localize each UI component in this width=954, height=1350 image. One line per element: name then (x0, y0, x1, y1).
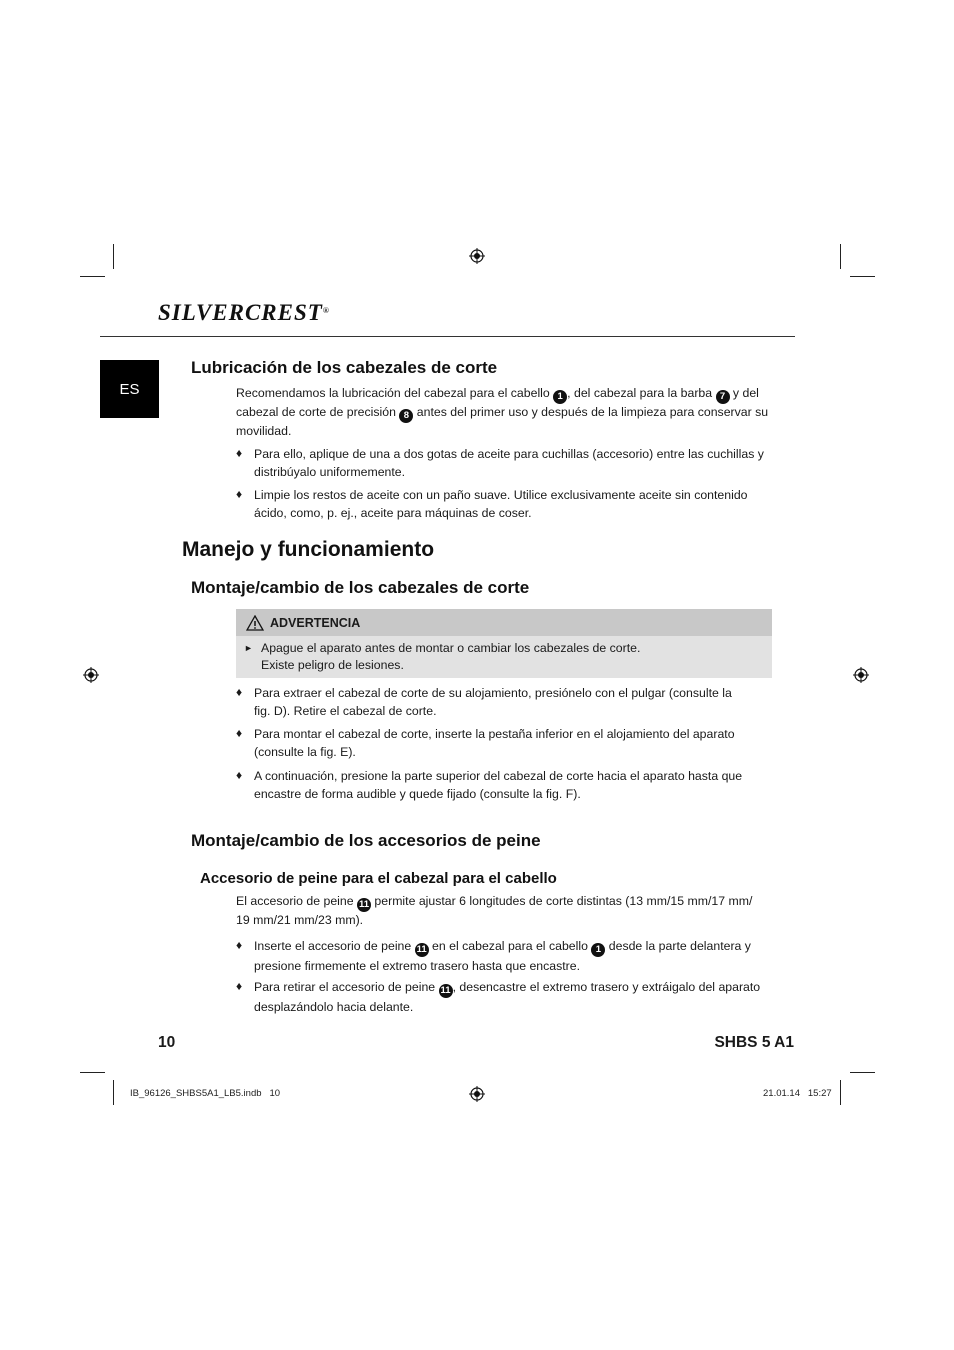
text-line: distribúyalo uniformemente. (254, 465, 406, 479)
part-number-badge: 11 (416, 944, 427, 955)
text-line (254, 978, 774, 998)
crop-mark (850, 276, 875, 277)
text-run: Recomendamos la lubricación del cabezal para el cabello (236, 386, 554, 400)
text-line: (consulte la fig. E). (254, 745, 356, 759)
registration-mark-icon (853, 667, 869, 683)
bullet-icon: ♦ (236, 726, 243, 740)
crop-mark (850, 1072, 875, 1073)
bullet-icon: ♦ (236, 979, 243, 993)
text-run: en el cabezal para el cabello (428, 939, 592, 953)
warning-text (261, 640, 640, 674)
text-line (254, 937, 774, 957)
header-rule (100, 336, 795, 337)
warning-label: ADVERTENCIA (270, 615, 361, 630)
bullet-icon: ♦ (236, 685, 243, 699)
text-line: movilidad. (236, 424, 292, 438)
registration-mark-icon (469, 248, 485, 264)
text-line: ácido, como, p. ej., aceite para máquinas de coser. (254, 506, 532, 520)
crop-mark (113, 244, 114, 269)
brand-logo-text: SILVERCREST (158, 300, 323, 325)
text-run: desde la parte delantera y (605, 939, 751, 953)
list-item (254, 445, 774, 481)
bullet-icon: ♦ (236, 446, 243, 460)
text-run: antes del primer uso y después de la limpieza para conservar su (413, 405, 769, 419)
crop-mark (840, 244, 841, 269)
list-item (254, 937, 774, 975)
part-number-badge: 7 (716, 390, 730, 404)
text-run: cabezal de corte de precisión (236, 405, 400, 419)
text-line: desplazándolo hacia delante. (254, 1000, 414, 1014)
warning-header (236, 609, 772, 636)
text-line: Existe peligro de lesiones. (261, 658, 404, 672)
part-number-badge: 1 (591, 943, 605, 957)
brand-logo (158, 300, 330, 326)
crop-mark (80, 276, 105, 277)
section-title-operation: Manejo y funcionamiento (182, 538, 435, 561)
crop-mark (80, 1072, 105, 1073)
text-line: presione firmemente el extremo trasero hasta que encastre. (254, 959, 581, 973)
lubrication-intro (236, 385, 776, 440)
part-number-badge: 8 (399, 409, 413, 423)
text-line: Para extraer el cabezal de corte de su alojamiento, presiónelo con el pulgar (consulte la (254, 686, 732, 700)
registration-mark-icon (469, 1086, 485, 1102)
text-line: Para montar el cabezal de corte, inserte la pestaña inferior en el alojamiento del aparato (254, 727, 735, 741)
section-title-lubrication: Lubricación de los cabezales de corte (191, 358, 498, 377)
comb-intro (236, 893, 776, 929)
list-item (254, 767, 774, 803)
text-run: Para retirar el accesorio de peine (254, 980, 439, 994)
registered-mark: ® (322, 306, 330, 315)
text-run: El accesorio de peine (236, 894, 357, 908)
list-item (254, 486, 774, 522)
bullet-icon: ♦ (236, 487, 243, 501)
text-line (236, 404, 776, 423)
part-number-badge: 11 (440, 985, 451, 996)
part-number-badge: 11 (358, 899, 370, 910)
text-line (236, 893, 776, 912)
section-title-mounting: Montaje/cambio de los cabezales de corte (191, 578, 530, 597)
subsection-title-comb: Accesorio de peine para el cabezal para el cabello (200, 870, 557, 887)
print-slug-date: 21.01.14 15:27 (763, 1088, 832, 1099)
arrow-icon: ► (244, 643, 253, 653)
print-slug-file: IB_96126_SHBS5A1_LB5.indb 10 (130, 1088, 281, 1099)
warning-triangle-icon (246, 615, 264, 631)
list-item (254, 684, 774, 720)
text-run: permite ajustar 6 longitudes de corte distintas (13 mm/15 mm/17 mm/ (371, 894, 753, 908)
language-tab: ES (100, 360, 159, 418)
text-line: Para ello, aplique de una a dos gotas de aceite para cuchillas (accesorio) entre las cuchillas y (254, 447, 764, 461)
warning-body (236, 636, 772, 678)
list-item (254, 978, 774, 1016)
page-number: 10 (158, 1034, 176, 1051)
crop-mark (113, 1080, 114, 1105)
text-line: encastre de forma audible y quede fijado (consulte la fig. F). (254, 787, 581, 801)
text-run: Inserte el accesorio de peine (254, 939, 415, 953)
bullet-icon: ♦ (236, 768, 243, 782)
text-line: Apague el aparato antes de montar o cambiar los cabezales de corte. (261, 641, 641, 655)
text-run: y del (729, 386, 759, 400)
crop-mark (840, 1080, 841, 1105)
text-line: Limpie los restos de aceite con un paño suave. Utilice exclusivamente aceite sin contenido (254, 488, 748, 502)
text-run: , del cabezal para la barba (567, 386, 716, 400)
text-line: fig. D). Retire el cabezal de corte. (254, 704, 437, 718)
text-run: , desencastre el extremo trasero y extráigalo del aparato (452, 980, 761, 994)
text-line: A continuación, presione la parte superior del cabezal de corte hacia el aparato hasta que (254, 769, 743, 783)
text-line (236, 385, 776, 404)
part-number-badge: 1 (553, 390, 567, 404)
section-title-comb: Montaje/cambio de los accesorios de peine (191, 831, 541, 850)
bullet-icon: ♦ (236, 938, 243, 952)
text-line: 19 mm/21 mm/23 mm). (236, 913, 364, 927)
model-number: SHBS 5 A1 (714, 1034, 794, 1051)
list-item (254, 725, 774, 761)
registration-mark-icon (83, 667, 99, 683)
